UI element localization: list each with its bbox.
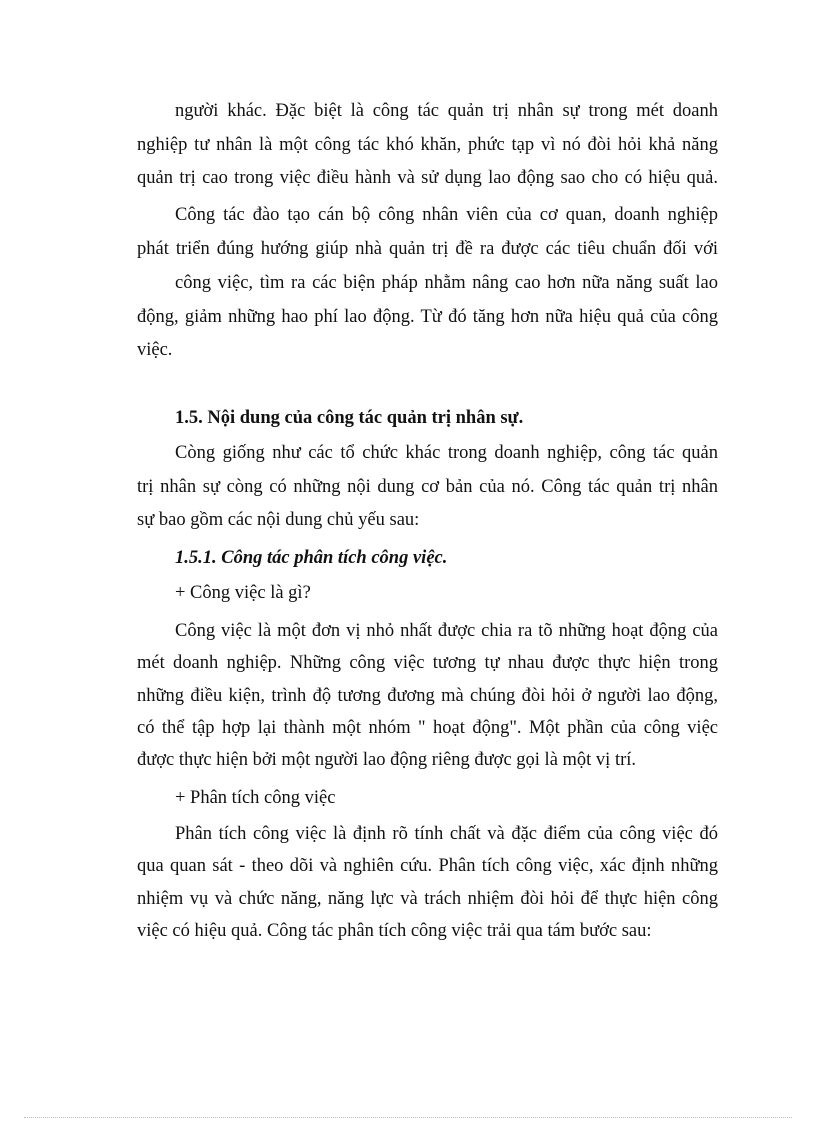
section-heading: 1.5. Nội dung của công tác quản trị nhân sự. bbox=[175, 408, 524, 428]
list-item-label: + Công việc là gì? bbox=[175, 583, 311, 603]
paragraph-line: công việc, tìm ra các biện pháp nhằm nâng cao hơn nữa năng suất lao bbox=[175, 273, 718, 293]
paragraph-line: động, giảm những hao phí lao động. Từ đó tăng hơn nữa hiệu quả của công bbox=[137, 307, 718, 327]
paragraph-line: Phân tích công việc là định rõ tính chất và đặc điểm của công việc đó bbox=[175, 824, 718, 844]
list-item-label: + Phân tích công việc bbox=[175, 788, 336, 808]
paragraph-line: quản trị cao trong việc điều hành và sử dụng lao động sao cho có hiệu quả. bbox=[137, 168, 718, 188]
paragraph-line: có thể tập hợp lại thành một nhóm " hoạt động". Một phần của công việc bbox=[137, 718, 718, 738]
paragraph-line: việc. bbox=[137, 340, 173, 360]
paragraph-line: việc có hiệu quả. Công tác phân tích công việc trải qua tám bước sau: bbox=[137, 921, 652, 941]
paragraph-line: được thực hiện bởi một người lao động riêng được gọi là một vị trí. bbox=[137, 750, 637, 770]
paragraph-line: những điều kiện, trình độ tương đương mà chúng đòi hỏi ở người lao động, bbox=[137, 686, 718, 706]
paragraph-line: trị nhân sự còng có những nội dung cơ bản của nó. Công tác quản trị nhân bbox=[137, 477, 718, 497]
paragraph-line: Công việc là một đơn vị nhỏ nhất được chia ra tõ những hoạt động của bbox=[175, 621, 718, 641]
paragraph-line: nghiệp tư nhân là một công tác khó khăn, phức tạp vì nó đòi hỏi khả năng bbox=[137, 135, 718, 155]
page-bottom-rule bbox=[24, 1117, 792, 1118]
paragraph-line: Còng giống như các tổ chức khác trong doanh nghiệp, công tác quản bbox=[175, 443, 718, 463]
paragraph-line: sự bao gồm các nội dung chủ yếu sau: bbox=[137, 510, 420, 530]
subsection-heading: 1.5.1. Công tác phân tích công việc. bbox=[175, 548, 448, 568]
paragraph-line: mét doanh nghiệp. Những công việc tương tự nhau được thực hiện trong bbox=[137, 653, 718, 673]
paragraph-line: nhiệm vụ và chức năng, năng lực và trách nhiệm đòi hỏi để thực hiện công bbox=[137, 889, 718, 909]
paragraph-line: người khác. Đặc biệt là công tác quản trị nhân sự trong mét doanh bbox=[175, 101, 718, 121]
paragraph-line: Công tác đào tạo cán bộ công nhân viên của cơ quan, doanh nghiệp bbox=[175, 205, 718, 225]
paragraph-line: phát triển đúng hướng giúp nhà quản trị đề ra được các tiêu chuẩn đối với bbox=[137, 239, 718, 259]
paragraph-line: qua quan sát - theo dõi và nghiên cứu. Phân tích công việc, xác định những bbox=[137, 856, 718, 876]
